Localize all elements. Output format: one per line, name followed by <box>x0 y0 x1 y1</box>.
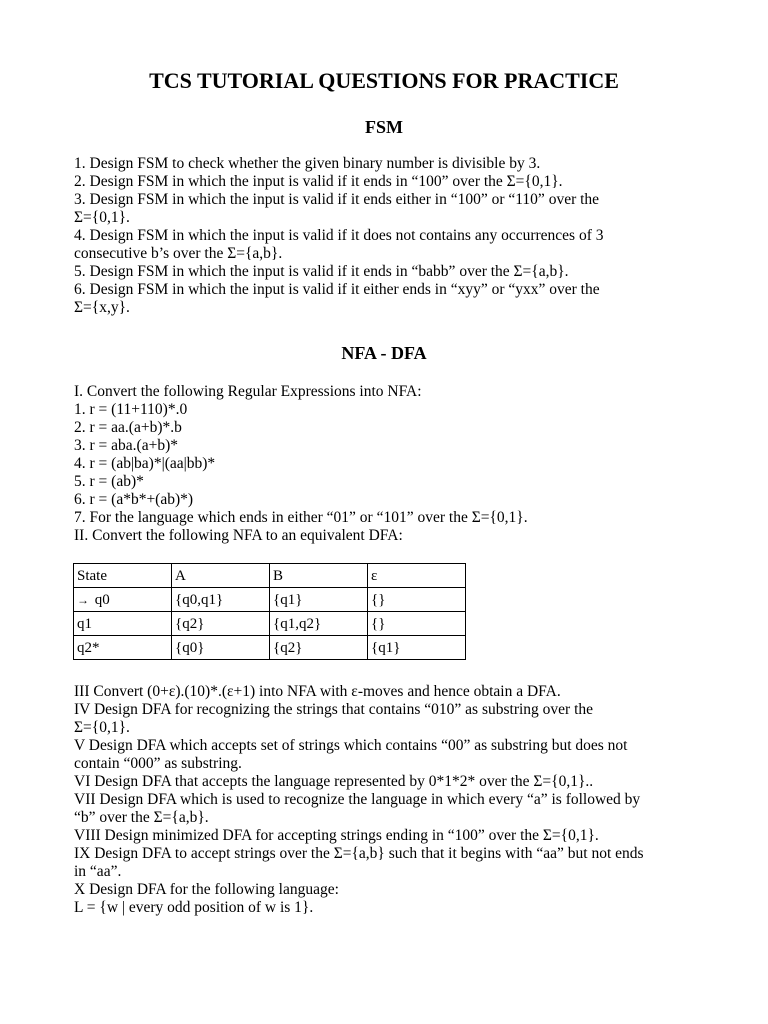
table-cell: {q1} <box>270 588 368 612</box>
table-cell-state: q2* <box>74 636 172 660</box>
nfa-question-list <box>74 383 698 545</box>
table-header-row <box>74 564 466 588</box>
nfa-line: II. Convert the following NFA to an equivalent DFA: <box>74 527 403 544</box>
table-cell-state: q1 <box>74 612 172 636</box>
state-label: q0 <box>94 591 110 608</box>
nfa-transition-table <box>73 563 466 660</box>
fsm-line: 3. Design FSM in which the input is valid if it ends either in “100” or “110” over the <box>74 191 600 208</box>
nfa-line: 3. r = aba.(a+b)* <box>74 437 178 454</box>
dfa-line: IV Design DFA for recognizing the strings that contains “010” as substring over the <box>74 701 594 718</box>
nfa-line: 7. For the language which ends in either “01” or “101” over the Σ={0,1}. <box>74 509 528 526</box>
nfa-line: 2. r = aa.(a+b)*.b <box>74 419 182 436</box>
table-header-cell: ε <box>368 564 466 588</box>
fsm-question-list <box>74 155 698 317</box>
table-header-cell: B <box>270 564 368 588</box>
dfa-line: VI Design DFA that accepts the language represented by 0*1*2* over the Σ={0,1}.. <box>74 773 594 790</box>
table-cell: {} <box>368 612 466 636</box>
dfa-line: “b” over the Σ={a,b}. <box>74 809 209 826</box>
table-cell: {q1} <box>368 636 466 660</box>
nfa-line: 5. r = (ab)* <box>74 473 144 490</box>
table-cell: {q2} <box>172 612 270 636</box>
fsm-line: 1. Design FSM to check whether the given binary number is divisible by 3. <box>74 155 541 172</box>
table-row <box>74 588 466 612</box>
fsm-heading: FSM <box>365 117 403 137</box>
dfa-line: L = {w | every odd position of w is 1}. <box>74 899 314 916</box>
nfa-line: I. Convert the following Regular Expressions into NFA: <box>74 383 422 400</box>
page-title: TCS TUTORIAL QUESTIONS FOR PRACTICE <box>149 68 619 93</box>
dfa-line: in “aa”. <box>74 863 122 880</box>
dfa-line: VIII Design minimized DFA for accepting strings ending in “100” over the Σ={0,1}. <box>74 827 599 844</box>
start-state-arrow-icon: → <box>77 592 89 607</box>
table-cell: {q0} <box>172 636 270 660</box>
fsm-line: Σ={x,y}. <box>74 299 130 316</box>
fsm-line: 2. Design FSM in which the input is valid if it ends in “100” over the Σ={0,1}. <box>74 173 563 190</box>
table-cell: {q1,q2} <box>270 612 368 636</box>
fsm-line: 6. Design FSM in which the input is valid if it either ends in “xyy” or “yxx” over the <box>74 281 600 298</box>
table-row <box>74 636 466 660</box>
fsm-line: Σ={0,1}. <box>74 209 130 226</box>
fsm-line: 5. Design FSM in which the input is valid if it ends in “babb” over the Σ={a,b}. <box>74 263 569 280</box>
table-cell: {q0,q1} <box>172 588 270 612</box>
table-cell: {q2} <box>270 636 368 660</box>
dfa-line: Σ={0,1}. <box>74 719 130 736</box>
dfa-line: contain “000” as substring. <box>74 755 242 772</box>
dfa-line: III Convert (0+ε).(10)*.(ε+1) into NFA with ε-moves and hence obtain a DFA. <box>74 683 561 700</box>
nfa-line: 6. r = (a*b*+(ab)*) <box>74 491 194 508</box>
nfa-dfa-heading: NFA - DFA <box>341 343 427 363</box>
table-header-cell: State <box>74 564 172 588</box>
dfa-question-list <box>74 683 698 917</box>
dfa-line: V Design DFA which accepts set of strings which contains “00” as substring but does not <box>74 737 628 754</box>
table-cell: {} <box>368 588 466 612</box>
dfa-line: IX Design DFA to accept strings over the Σ={a,b} such that it begins with “aa” but not ends <box>74 845 644 862</box>
dfa-line: VII Design DFA which is used to recognize the language in which every “a” is followed by <box>74 791 641 808</box>
nfa-line: 1. r = (11+110)*.0 <box>74 401 188 418</box>
fsm-line: consecutive b’s over the Σ={a,b}. <box>74 245 283 262</box>
table-cell-state <box>74 588 172 612</box>
table-row <box>74 612 466 636</box>
table-header-cell: A <box>172 564 270 588</box>
nfa-line: 4. r = (ab|ba)*|(aa|bb)* <box>74 455 216 472</box>
dfa-line: X Design DFA for the following language: <box>74 881 339 898</box>
fsm-line: 4. Design FSM in which the input is valid if it does not contains any occurrences of 3 <box>74 227 604 244</box>
